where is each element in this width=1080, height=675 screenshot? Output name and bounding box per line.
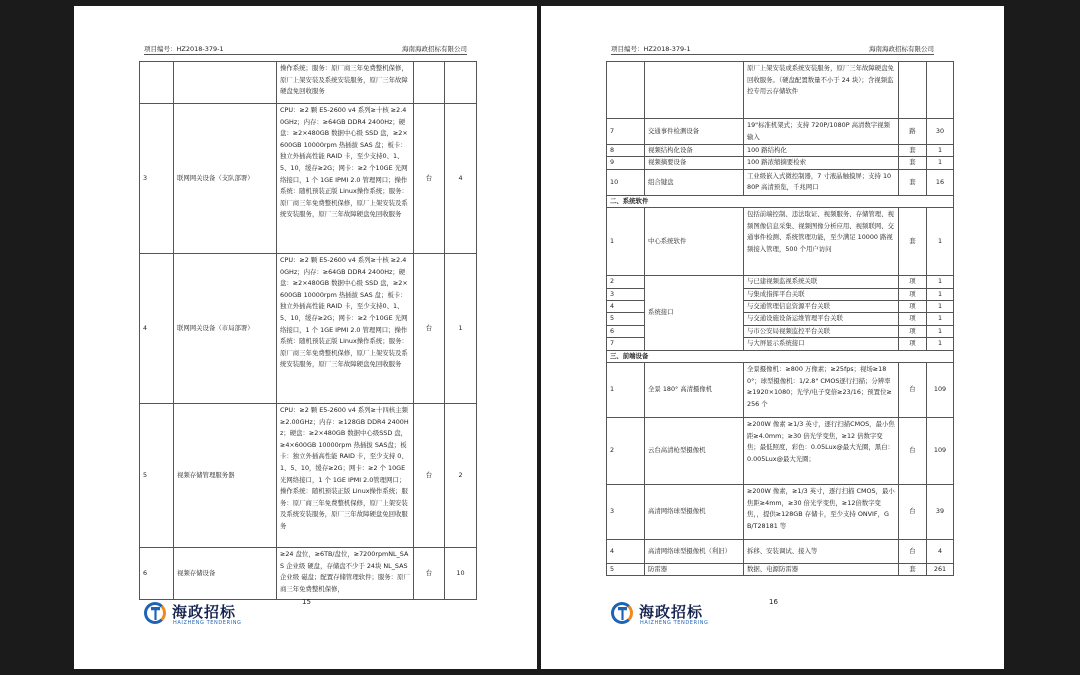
row-no: 2	[607, 276, 645, 288]
document-page-left	[74, 6, 537, 669]
row-no: 5	[607, 564, 645, 576]
row-unit: 套	[899, 145, 927, 157]
row-no: 2	[607, 418, 645, 485]
table-row	[607, 119, 954, 145]
row-qty: 1	[927, 301, 954, 313]
table-row	[607, 145, 954, 157]
row-unit: 台	[899, 485, 927, 540]
logo-name: 海政招标	[639, 603, 704, 621]
row-spec: 数据、电源防雷器	[744, 564, 899, 576]
row-qty: 1	[927, 276, 954, 288]
row-no: 4	[607, 540, 645, 564]
row-unit: 套	[899, 157, 927, 169]
project-number: 项目编号：HZ2018-379-1	[611, 45, 691, 53]
row-unit: 项	[899, 288, 927, 300]
section-row	[607, 195, 954, 207]
row-name: 视频存储管理服务器	[174, 404, 277, 548]
row-no: 1	[607, 363, 645, 418]
row-qty	[445, 62, 477, 104]
row-name: 视频存储设备	[174, 548, 277, 600]
row-no: 6	[140, 548, 174, 600]
table-row	[607, 363, 954, 418]
table-row	[607, 276, 954, 288]
section-row	[607, 350, 954, 362]
row-unit: 台	[414, 404, 445, 548]
page-header	[611, 44, 934, 55]
row-unit: 台	[899, 363, 927, 418]
row-spec: CPU：≥2 颗 E5-2600 v4 系列≥十四核主频≥2.00GHz；内存：≥128GB DDR4 2400Hz；硬盘：≥2×480GB 数据中心级SSD 盘，≥4×600GB 10000rpm 热插拔 SAS盘；板卡：独立外插高性能 RAID 卡，至少支持 0、1、5、10，缓存≥2G；网卡：≥2 个 10GE 光网络接口，1 个 1GE IPMI 2.0管理网口；操作系统：随机预装正版 Linux操作系统；服务：原厂商三年免费整机保修，原厂上架安装及系统安装服务，原厂三年故障硬盘免回收服务	[277, 404, 414, 548]
row-spec: 操作系统；服务：原厂商三年免费整机保修，原厂上架安装及系统安装服务，原厂三年故障硬盘免回收服务	[277, 62, 414, 104]
row-unit: 路	[899, 119, 927, 145]
row-qty: 16	[927, 169, 954, 195]
row-no: 9	[607, 157, 645, 169]
row-name: 联网网关设备（市局部署）	[174, 254, 277, 404]
row-no	[607, 62, 645, 119]
row-name	[174, 62, 277, 104]
row-qty: 1	[927, 338, 954, 350]
row-no: 5	[140, 404, 174, 548]
logo-mark-icon	[142, 600, 170, 628]
row-no: 7	[607, 119, 645, 145]
row-no: 4	[140, 254, 174, 404]
row-qty: 10	[445, 548, 477, 600]
row-qty: 1	[927, 208, 954, 276]
row-qty	[927, 62, 954, 119]
row-unit: 套	[899, 564, 927, 576]
row-qty: 1	[445, 254, 477, 404]
row-qty: 1	[927, 288, 954, 300]
row-spec: 19"标准机架式；支持 720P/1080P 高清数字视频输入	[744, 119, 899, 145]
table-row	[140, 104, 477, 254]
row-name: 防雷器	[645, 564, 744, 576]
table-row	[140, 254, 477, 404]
row-spec: 与大屏显示系统接口	[744, 338, 899, 350]
row-spec: ≥200W 像素 ≥1/3 英寸，逐行扫描CMOS，最小焦距≥4.0mm；≥30 倍光学变焦，≥12 倍数字变焦；最低照度，彩色：0.05Lux@最大光圈，黑白：0.005Lux@最大光圈；	[744, 418, 899, 485]
row-spec: 100 路结构化	[744, 145, 899, 157]
row-name: 视频结构化设备	[645, 145, 744, 157]
row-no: 3	[607, 288, 645, 300]
row-unit: 台	[899, 540, 927, 564]
project-number: 项目编号：HZ2018-379-1	[144, 45, 224, 53]
table-row	[607, 62, 954, 119]
row-no: 7	[607, 338, 645, 350]
row-qty: 4	[445, 104, 477, 254]
row-unit: 项	[899, 338, 927, 350]
row-unit: 项	[899, 276, 927, 288]
logo-en: HAIZHENG TENDERING	[640, 620, 709, 626]
table-row	[140, 404, 477, 548]
row-qty: 1	[927, 325, 954, 337]
row-no: 8	[607, 145, 645, 157]
row-spec: ≥200W 像素，≥1/3 英寸，逐行扫描 CMOS，最小焦距≥4mm，≥30 倍光学变焦，≥12倍数字变焦，，提供≥128GB 存储卡，至少支持 ONVIF，GB/T28181 等	[744, 485, 899, 540]
row-qty: 109	[927, 363, 954, 418]
row-qty: 1	[927, 313, 954, 325]
row-qty: 30	[927, 119, 954, 145]
logo-mark-icon	[609, 600, 637, 628]
row-no: 3	[607, 485, 645, 540]
row-unit	[899, 62, 927, 119]
row-no: 10	[607, 169, 645, 195]
row-name: 全景 180° 高清摄像机	[645, 363, 744, 418]
row-qty: 1	[927, 145, 954, 157]
row-no: 4	[607, 301, 645, 313]
row-unit: 台	[899, 418, 927, 485]
row-unit: 项	[899, 313, 927, 325]
table-row	[607, 418, 954, 485]
row-name: 联网网关设备（支队部署）	[174, 104, 277, 254]
row-spec: 拆移、安装调试、接入等	[744, 540, 899, 564]
row-name: 高清网络球型摄像机	[645, 485, 744, 540]
row-spec: 100 路浓缩摘要检索	[744, 157, 899, 169]
row-unit: 套	[899, 169, 927, 195]
company-logo	[609, 600, 719, 630]
row-spec: CPU：≥2 颗 E5-2600 v4 系列≥十核 ≥2.40GHz；内存：≥64GB DDR4 2400Hz；硬盘：≥2×480GB 数据中心级 SSD 盘，≥2×600GB 10000rpm 热插拔 SAS 盘；板卡：独立外插高性能 RAID 卡，至少支持0、1、5、10，缓存≥2G；网卡：≥2 个10GE 光网络接口，1 个 1GE IPMI 2.0 管理网口；操作系统：随机预装正版 Linux操作系统；服务：原厂商三年免费整机保修，原厂上架安装及系统安装服务，原厂三年故障硬盘免回收服务	[277, 104, 414, 254]
table-row	[607, 169, 954, 195]
row-name: 云台高清枪型摄像机	[645, 418, 744, 485]
row-name: 视频摘要设备	[645, 157, 744, 169]
row-spec: 与已建视频监视系统关联	[744, 276, 899, 288]
row-spec: ≥24 盘位，≥6TB/盘位，≥7200rpmNL_SAS 企业级 硬盘，存储盘不少于 24块 NL_SAS 企业级 磁盘；配置存储管理软件；服务：原厂商三年免费整机保修，	[277, 548, 414, 600]
row-unit: 项	[899, 301, 927, 313]
section-label: 三、前端设备	[607, 350, 954, 362]
row-spec: 与交通设施设备运维管理平台关联	[744, 313, 899, 325]
equipment-table	[139, 61, 477, 600]
logo-en: HAIZHENG TENDERING	[173, 620, 242, 626]
row-no: 3	[140, 104, 174, 254]
row-name: 中心系统软件	[645, 208, 744, 276]
row-qty: 109	[927, 418, 954, 485]
row-spec: CPU：≥2 颗 E5-2600 v4 系列≥十核 ≥2.40GHz；内存：≥64GB DDR4 2400Hz；硬盘：≥2×480GB 数据中心级 SSD 盘，≥2×600GB 10000rpm 热插拔 SAS 盘；板卡：独立外插高性能 RAID 卡，至少支持0、1、5、10，缓存≥2G；网卡：≥2 个10GE 光网络接口，1 个 1GE IPMI 2.0 管理网口；操作系统：随机预装正版 Linux操作系统；服务：原厂商三年免费整机保修，原厂上架安装及系统安装服务，原厂三年故障硬盘免回收服务	[277, 254, 414, 404]
table-row	[140, 62, 477, 104]
row-qty: 39	[927, 485, 954, 540]
table-row	[607, 208, 954, 276]
table-row	[607, 485, 954, 540]
row-qty: 1	[927, 157, 954, 169]
row-name	[645, 62, 744, 119]
row-name: 高清网络球型摄像机（利旧）	[645, 540, 744, 564]
row-spec: 与集成指挥平台关联	[744, 288, 899, 300]
row-name: 交通事件检测设备	[645, 119, 744, 145]
row-unit: 台	[414, 254, 445, 404]
row-name: 组合键盘	[645, 169, 744, 195]
row-unit	[414, 62, 445, 104]
row-unit: 台	[414, 548, 445, 600]
table-row	[607, 540, 954, 564]
row-spec: 与交通管理信息资源平台关联	[744, 301, 899, 313]
page-number: 16	[769, 598, 778, 606]
row-unit: 套	[899, 208, 927, 276]
row-no: 1	[607, 208, 645, 276]
document-page-right	[541, 6, 1004, 669]
row-spec: 与市公安局视频监控平台关联	[744, 325, 899, 337]
merged-name: 系统接口	[645, 276, 744, 350]
company-name: 海南海政招标有限公司	[869, 45, 934, 53]
row-unit: 项	[899, 325, 927, 337]
row-no	[140, 62, 174, 104]
row-unit: 台	[414, 104, 445, 254]
row-no: 5	[607, 313, 645, 325]
equipment-table	[606, 61, 954, 576]
table-row	[607, 157, 954, 169]
page-number: 15	[302, 598, 311, 606]
company-name: 海南海政招标有限公司	[402, 45, 467, 53]
row-qty: 261	[927, 564, 954, 576]
page-header	[144, 44, 467, 55]
section-label: 二、系统软件	[607, 195, 954, 207]
row-spec: 原厂上架安装或系统安装服务，原厂三年故障硬盘免回收服务。（硬盘配置数量不小于 24 块）；含视频监控专用云存储软件	[744, 62, 899, 119]
company-logo	[142, 600, 252, 630]
logo-name: 海政招标	[172, 603, 237, 621]
row-spec: 包括前端控制、违法取证、视频服务、存储管理、视频图像信息采集、视频图像分析应用、视频联网、交通事件检测、系统管理功能，至少满足 10000 路视频接入管理，500 个用户访问	[744, 208, 899, 276]
row-qty: 2	[445, 404, 477, 548]
row-spec: 工业级嵌入式微控制器，7 寸液晶触摸屏；支持 1080P 高清预览，千兆网口	[744, 169, 899, 195]
row-no: 6	[607, 325, 645, 337]
table-row	[607, 564, 954, 576]
row-qty: 4	[927, 540, 954, 564]
row-spec: 全景摄像机：≥800 万像素；≥25fps；视场≥180°；球型摄像机：1/2.8" CMOS逐行扫描；分辨率≥1920×1080；光学/电子变倍≥23/16；预置位≥256 个	[744, 363, 899, 418]
table-row	[140, 548, 477, 600]
